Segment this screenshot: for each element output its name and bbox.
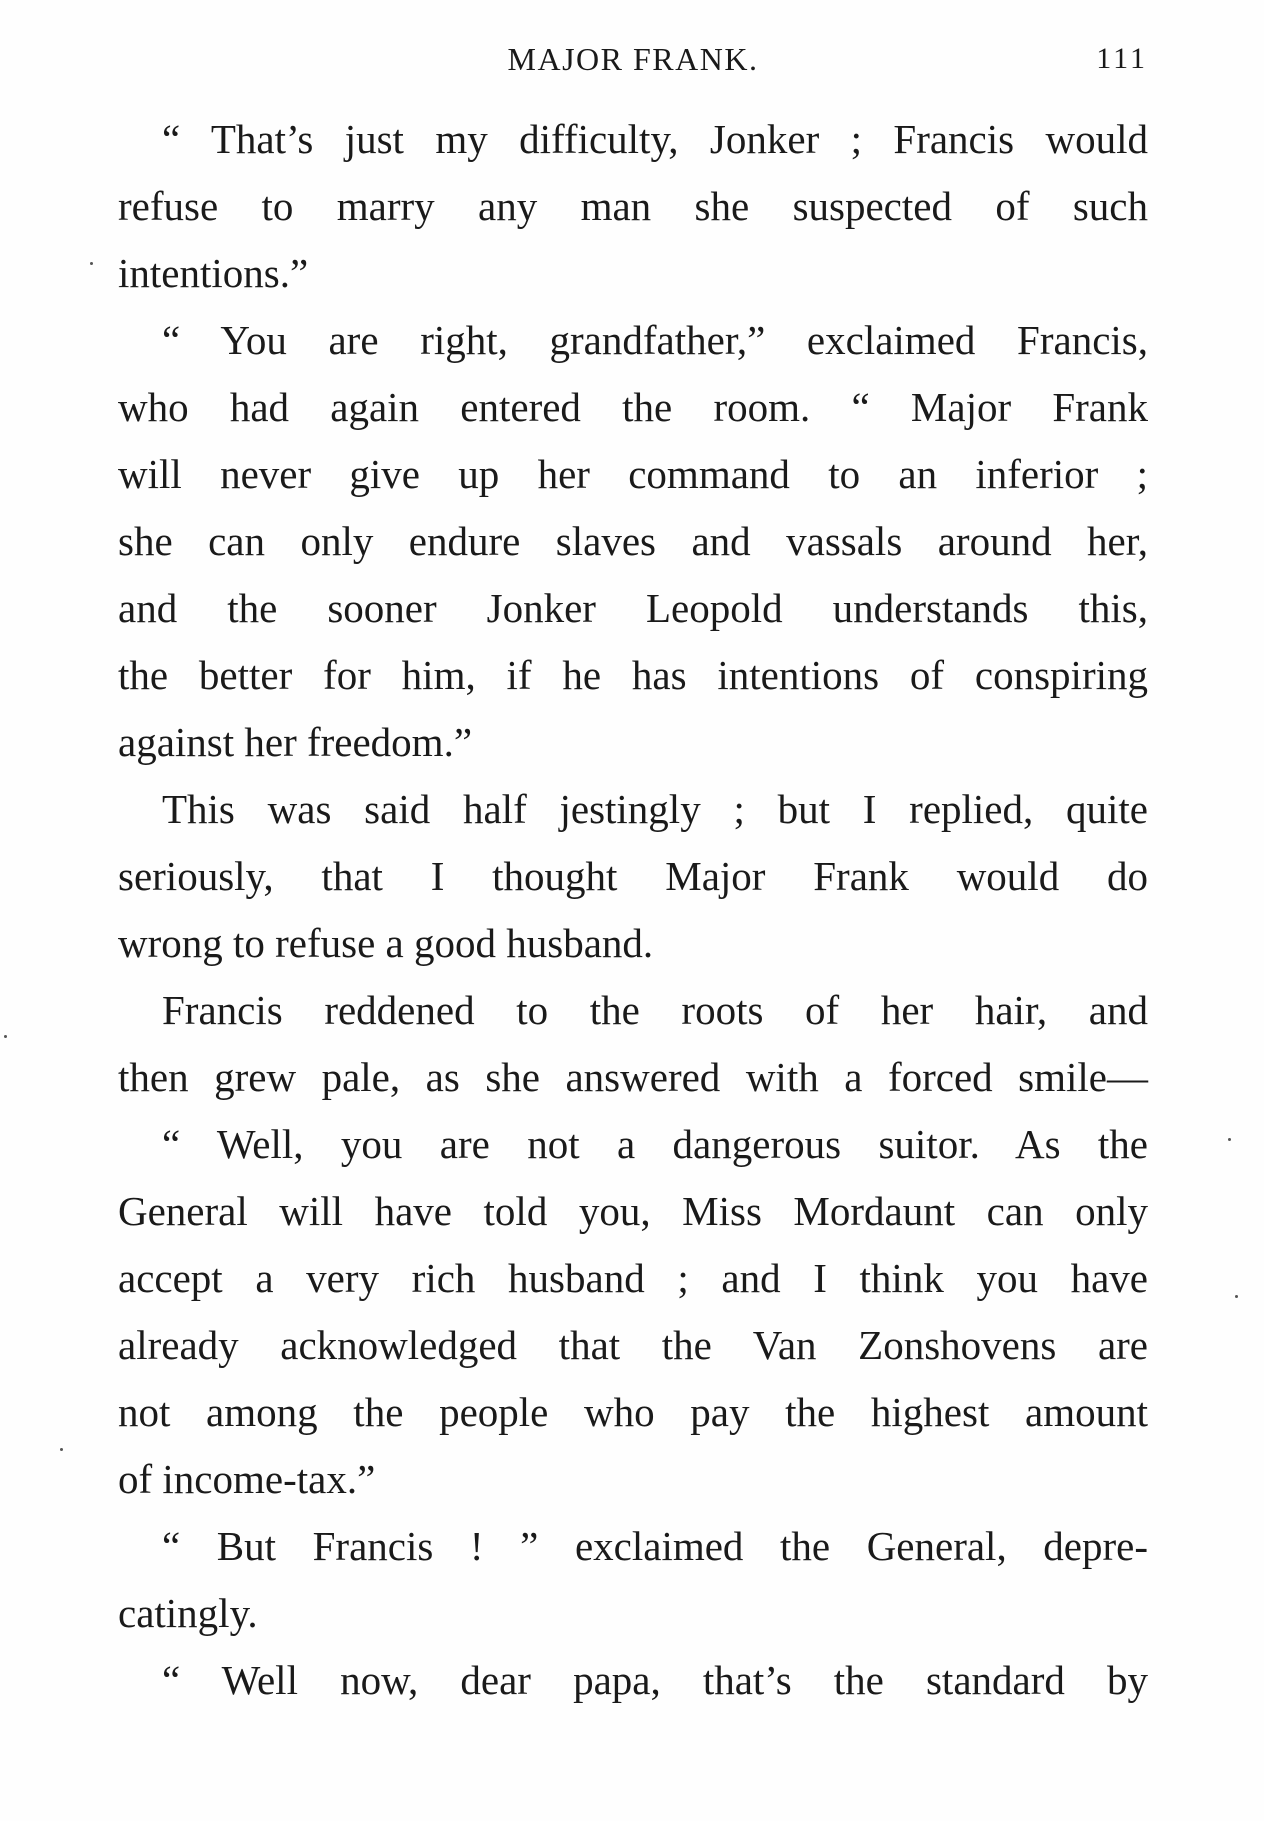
scan-speck — [1228, 1138, 1231, 1141]
text-line: she can only endure slaves and vassals around her, — [118, 518, 1148, 564]
text-line: “ You are right, grandfather,” exclaimed Francis, — [162, 317, 1148, 363]
text-line: refuse to marry any man she suspected of such — [118, 183, 1148, 229]
text-line: General will have told you, Miss Mordaunt can only — [118, 1188, 1148, 1234]
page-number: 111 — [1096, 42, 1148, 75]
text-line: who had again entered the room. “ Major Frank — [118, 384, 1148, 430]
text-line: intentions.” — [118, 250, 309, 296]
running-title: MAJOR FRANK. — [507, 41, 759, 77]
text-line: and the sooner Jonker Leopold understands this, — [118, 585, 1148, 631]
scan-speck — [1235, 1295, 1238, 1298]
text-line: “ Well, you are not a dangerous suitor. As the — [162, 1121, 1148, 1167]
scan-speck — [90, 262, 93, 265]
text-line: wrong to refuse a good husband. — [118, 920, 654, 966]
text-line: “ Well now, dear papa, that’s the standard by — [162, 1657, 1148, 1703]
scan-speck — [4, 1035, 7, 1038]
text-line: against her freedom.” — [118, 719, 473, 765]
text-line: seriously, that I thought Major Frank would do — [118, 853, 1148, 899]
scan-speck — [60, 1448, 63, 1451]
text-line: then grew pale, as she answered with a forced smile— — [118, 1054, 1148, 1100]
text-line: the better for him, if he has intentions of conspiring — [118, 652, 1148, 698]
text-line: not among the people who pay the highest amount — [118, 1389, 1148, 1435]
text-line: “ But Francis ! ” exclaimed the General, depre- — [162, 1523, 1148, 1569]
running-head — [118, 34, 1148, 84]
text-line: of income-tax.” — [118, 1456, 376, 1502]
text-line: “ That’s just my difficulty, Jonker ; Francis would — [162, 116, 1148, 162]
body-text — [118, 106, 1148, 1714]
text-line: This was said half jestingly ; but I replied, quite — [162, 786, 1148, 832]
text-line: Francis reddened to the roots of her hair, and — [162, 987, 1148, 1033]
text-line: accept a very rich husband ; and I think you have — [118, 1255, 1148, 1301]
text-line: already acknowledged that the Van Zonshovens are — [118, 1322, 1148, 1368]
text-line: will never give up her command to an inferior ; — [118, 451, 1148, 497]
text-line: catingly. — [118, 1590, 258, 1636]
